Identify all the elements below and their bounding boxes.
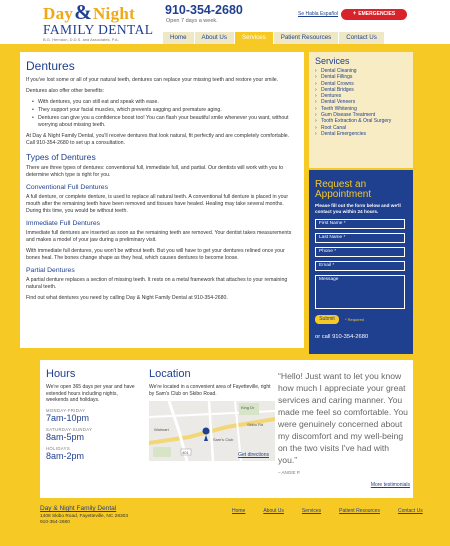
logo-subtitle: FAMILY DENTAL (43, 22, 154, 37)
types-paragraph: There are three types of dentures: conventional full, immediate full, and partial. Our dentists will work with you to determine which type is right for you. (26, 165, 284, 178)
hours-label-weekends: SATURDAY-SUNDAY (46, 426, 93, 432)
map-label-skibo-rd: Skibo Rd (247, 422, 264, 427)
list-item: • Dentures can give you a confidence boost too! You can flash your beautiful smile whenever you want, without worrying about missing teeth. (34, 115, 298, 129)
site-footer (40, 505, 423, 540)
footer-nav-services[interactable]: Services (301, 508, 322, 514)
services-title: Services (315, 56, 350, 66)
logo-night: Night (92, 4, 136, 23)
location-title: Location (149, 368, 191, 380)
email-field[interactable]: Email * (315, 261, 405, 271)
nav-home[interactable]: Home (163, 32, 194, 44)
hours-label-holidays: HOLIDAYS (46, 445, 71, 451)
hours-section (46, 368, 136, 461)
header-hours-tagline: Open 7 days a week. (166, 18, 218, 24)
site-header (43, 0, 407, 44)
list-item: • With dentures, you can still eat and speak with ease. (34, 99, 298, 106)
logo-ampersand: & (74, 0, 92, 24)
map-label-walmart: Walmart (154, 427, 169, 432)
map-label-kings-dr: King Dr (241, 405, 255, 410)
nav-patient-resources[interactable]: Patient Resources (274, 32, 339, 44)
location-section (149, 368, 277, 461)
submit-button[interactable]: Submit (315, 315, 339, 324)
service-link-dental-emergencies[interactable]: › Dental Emergencies (315, 131, 407, 137)
partial-paragraph: A partial denture replaces a section of missing teeth. It rests on a metal framework that attaches to your remaining natural teeth. (26, 277, 288, 290)
hours-title: Hours (46, 368, 76, 380)
testimonial-section (278, 370, 410, 488)
footer-phone[interactable]: 910-354-2680 (40, 520, 70, 525)
appointment-call[interactable]: or call 910-354-2680 (315, 334, 369, 340)
logo-day: Day (43, 4, 74, 23)
phone-field[interactable]: Phone * (315, 247, 405, 257)
footer-address: 1408 Skibo Road, Fayetteville, NC 28303 (40, 514, 128, 519)
conventional-paragraph: A full denture, or complete denture, is used to replace all natural teeth. A conventional full denture is placed in your mouth after the remaining teeth have been removed and tissues have healed. Healing may take several months. During this time, you would be without teeth. (26, 194, 289, 214)
benefits-list (34, 99, 298, 129)
list-item: • They support your facial muscles, which prevents sagging and premature aging. (34, 107, 298, 114)
get-directions-link[interactable]: Get directions (238, 452, 269, 458)
required-note: * Required (345, 317, 364, 322)
plus-icon: + (352, 11, 357, 17)
main-nav (163, 32, 385, 44)
intro-paragraph: If you've lost some or all of your natural teeth, dentures can replace your missing teeth and restore your smile. (26, 77, 279, 83)
map-label-sams-club: Sam's Club (213, 437, 234, 442)
spanish-link[interactable]: Se Habla Español (298, 11, 339, 17)
appointment-form (309, 170, 413, 354)
hours-time-weekends: 8am-5pm (46, 431, 85, 442)
info-panel (40, 360, 413, 498)
more-testimonials-link[interactable]: More testimonials (370, 482, 410, 488)
logo-tagline: B.G. Herndon, D.D.S. and Associates, P.A. (43, 37, 119, 42)
types-heading: Types of Dentures (26, 152, 96, 162)
logo[interactable] (43, 0, 161, 44)
hours-label-weekdays: MONDAY-FRIDAY (46, 407, 86, 413)
footer-nav-contact-us[interactable]: Contact Us (397, 508, 423, 514)
immediate-paragraph-1: Immediate full dentures are inserted as soon as the remaining teeth are removed. Your dentist takes measurements and makes a model of your jaw during a preliminary visit. (26, 230, 292, 243)
service-link-dental-bridges[interactable]: › Dental Bridges (315, 87, 407, 93)
testimonial-author: – ANGIE P. (278, 470, 301, 475)
nav-about-us[interactable]: About Us (195, 32, 234, 44)
hours-time-holidays: 8am-2pm (46, 450, 85, 461)
appointment-title: Request an Appointment (315, 179, 372, 200)
nav-contact-us[interactable]: Contact Us (339, 32, 384, 44)
footer-nav-about-us[interactable]: About Us (263, 508, 284, 514)
footer-practice-name[interactable]: Day & Night Family Dental (40, 505, 117, 512)
services-sidebar (309, 52, 413, 168)
footer-nav-home[interactable]: Home (232, 508, 246, 514)
services-list (315, 68, 407, 137)
closing-paragraph: Find out what dentures you need by calling Day & Night Family Dental at 910-354-2680. (26, 295, 228, 301)
service-link-tooth-extraction[interactable]: › Tooth Extraction & Oral Surgery (315, 118, 407, 124)
appointment-subtitle: Please fill out the form below and we'll contact you within 24 hours. (315, 203, 401, 214)
service-link-teeth-whitening[interactable]: › Teeth Whitening (315, 106, 407, 112)
service-link-root-canal[interactable]: › Root Canal (315, 125, 407, 131)
service-link-dental-veneers[interactable]: › Dental Veneers (315, 99, 407, 105)
benefits-lead: Dentures also offer other benefits: (26, 88, 105, 94)
emergencies-button[interactable] (341, 9, 407, 20)
hours-description: We're open 365 days per year and have extended hours including nights, weekends and holidays. (46, 384, 135, 403)
service-link-dental-cleaning[interactable]: › Dental Cleaning (315, 68, 407, 74)
footer-nav (232, 508, 423, 514)
message-field[interactable]: Message (315, 275, 405, 309)
header-phone[interactable]: 910-354-2680 (165, 3, 243, 17)
partial-heading: Partial Dentures (26, 267, 75, 274)
last-name-field[interactable]: Last Name * (315, 233, 405, 243)
location-map[interactable] (149, 401, 275, 461)
service-link-dentures[interactable]: › Dentures (315, 93, 407, 99)
service-link-dental-crowns[interactable]: › Dental Crowns (315, 81, 407, 87)
footer-nav-patient-resources[interactable]: Patient Resources (339, 508, 380, 514)
service-link-gum-disease[interactable]: › Gum Disease Treatment (315, 112, 407, 118)
map-label-highway: 401 (182, 450, 189, 455)
submit-row (315, 315, 407, 324)
practice-paragraph: At Day & Night Family Dental, you'll receive dentures that look natural, fit perfectly and are completely comfortable. Call 910-354-2680 to set up a consultation. (26, 133, 290, 146)
location-description: We're located in a convenient area of Fayetteville, right by Sam's Club on Skibo Road. (149, 384, 271, 397)
hours-time-weekdays: 7am-10pm (46, 412, 90, 423)
immediate-heading: Immediate Full Dentures (26, 220, 101, 227)
main-content (20, 52, 304, 348)
testimonial-quote: “Hello! Just want to let you know how much I appreciate your great services and caring manner. You made me feel so comfortable. You were genuinely concerned about my discomfort and my well-being on the two visits I've had with you.” (278, 371, 408, 465)
service-link-dental-fillings[interactable]: › Dental Fillings (315, 74, 407, 80)
first-name-field[interactable]: First Name * (315, 219, 405, 229)
emergencies-label: EMERGENCIES (358, 11, 396, 17)
nav-services[interactable]: Services (235, 32, 273, 44)
conventional-heading: Conventional Full Dentures (26, 184, 108, 191)
immediate-paragraph-2: With immediate full dentures, you won't be without teeth. But you will have to get your dentures relined once your bones heal. The bones change shape as they heal, which causes dentures to become loose. (26, 248, 285, 261)
page-title: Dentures (26, 59, 75, 73)
logo-wordmark (43, 0, 161, 24)
